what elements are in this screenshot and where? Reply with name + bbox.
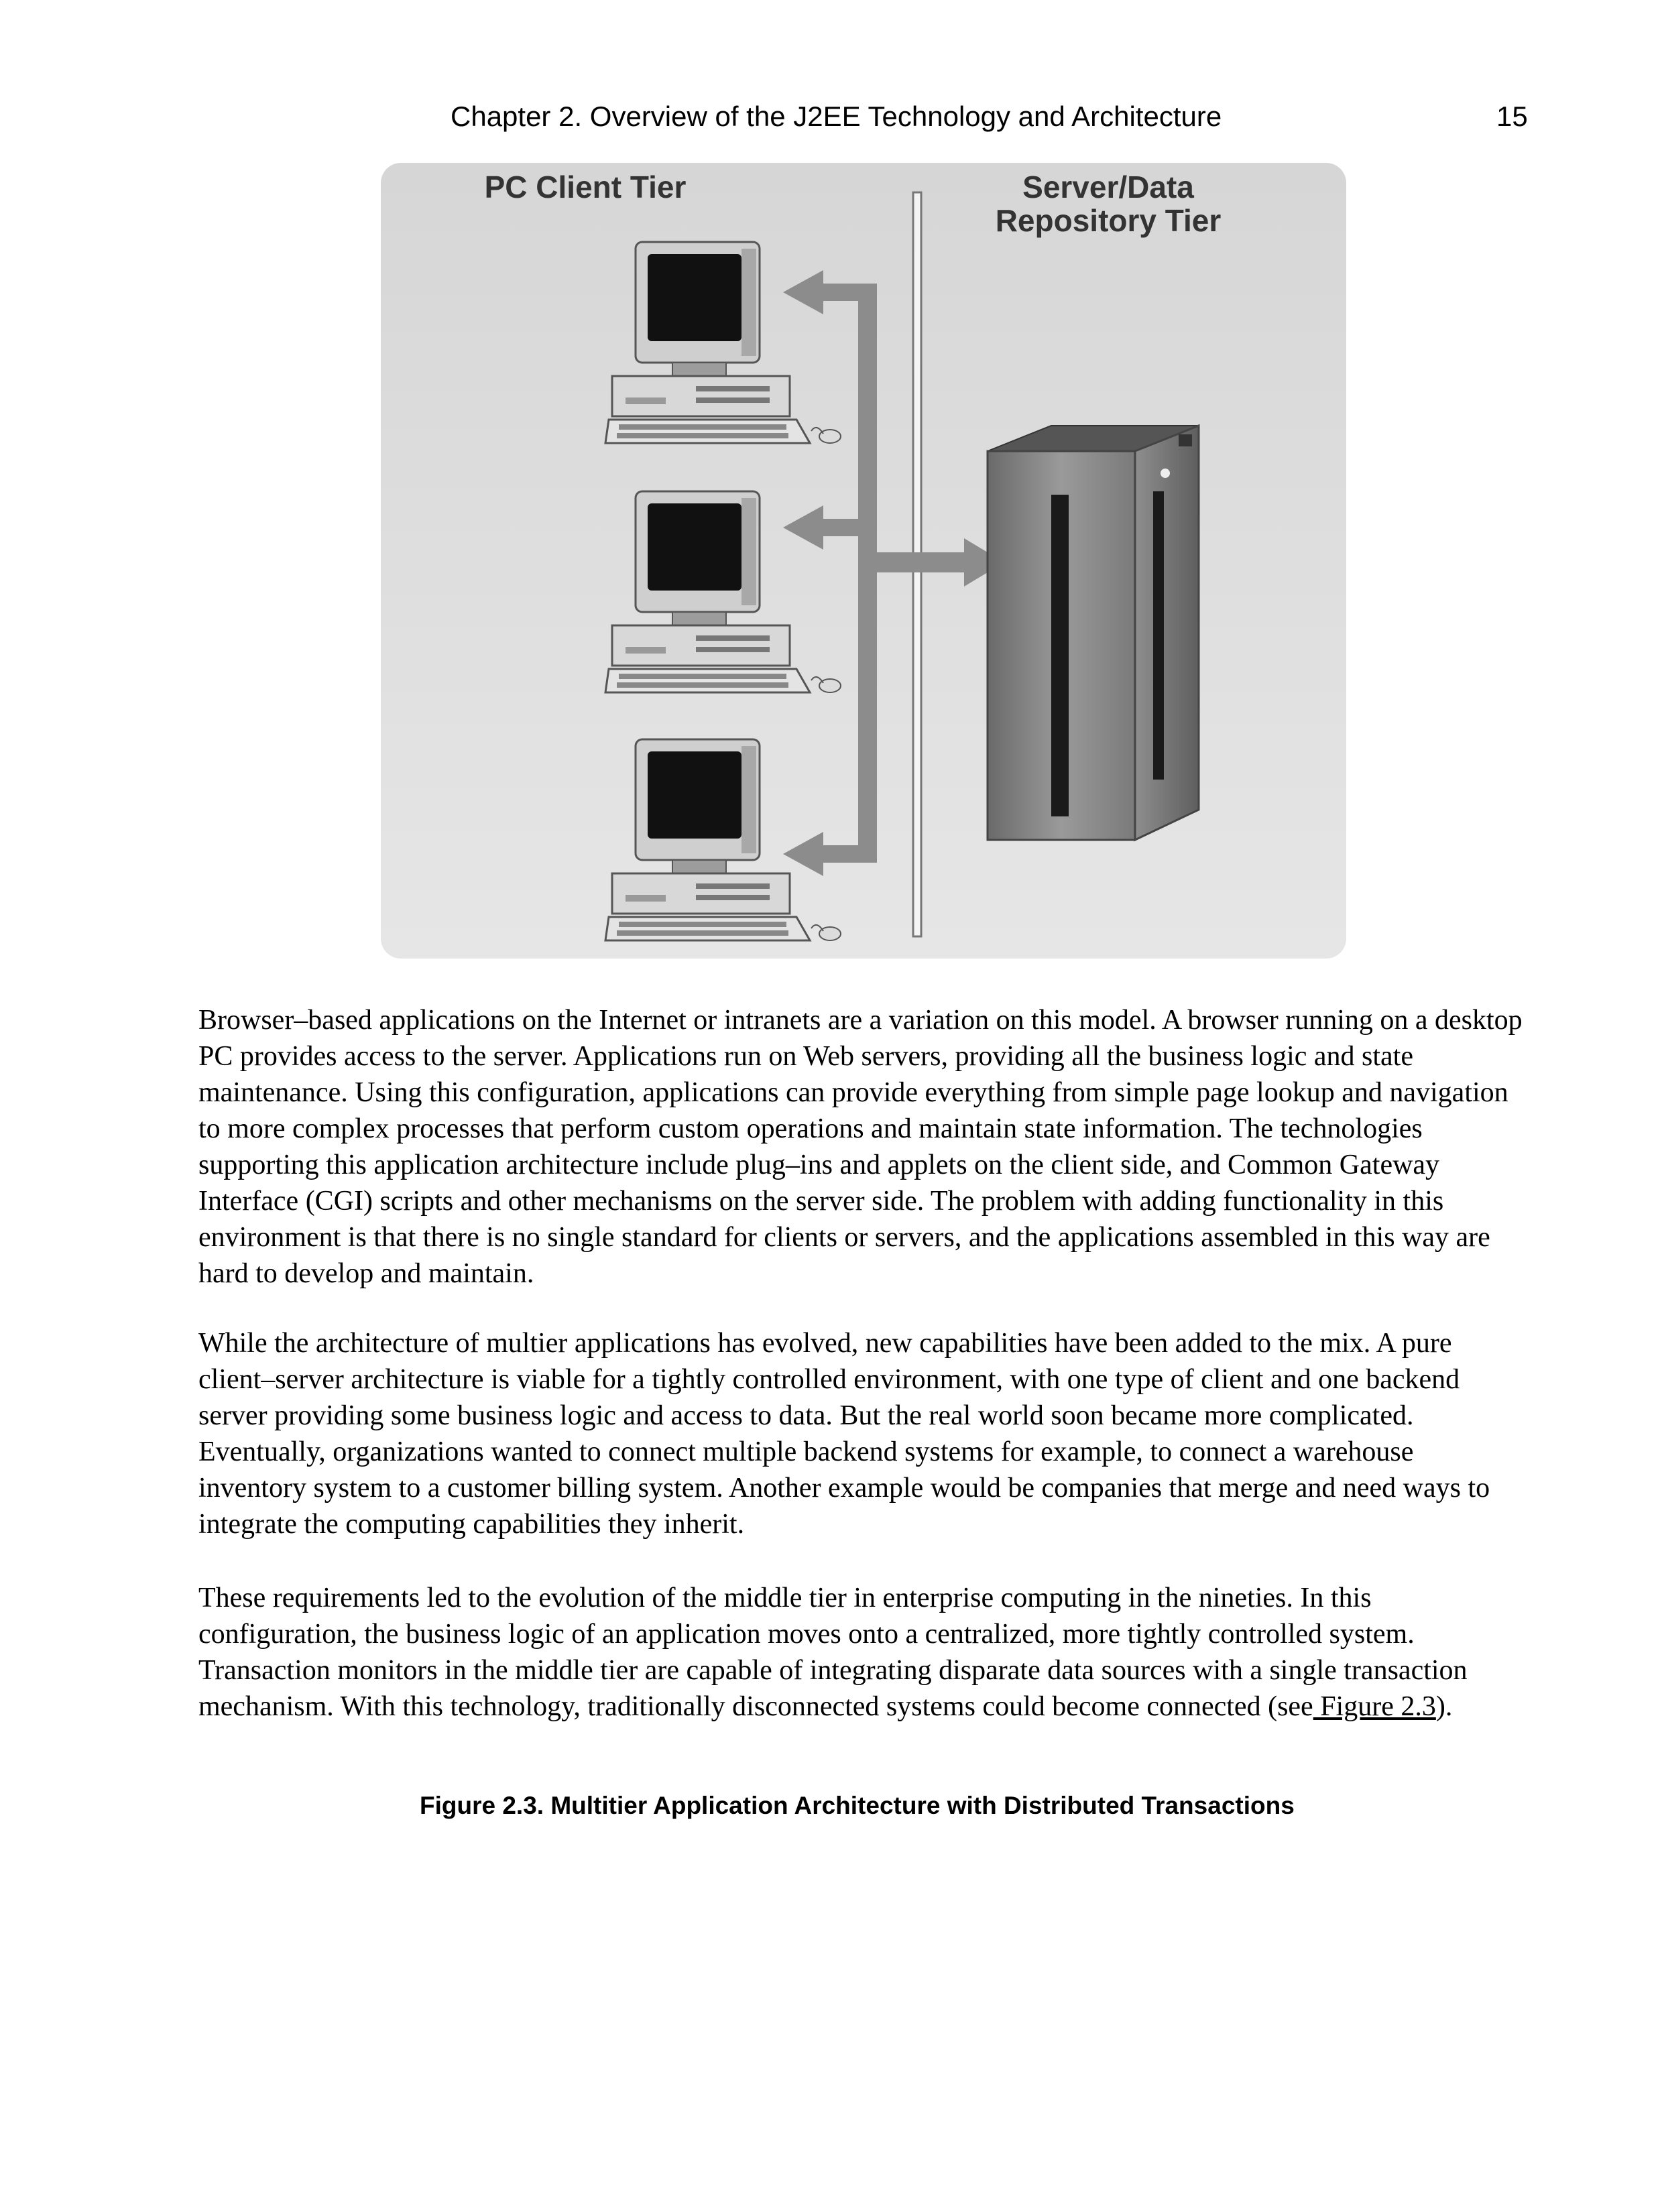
- paragraph-browser-based: Browser–based applications on the Internet or intranets are a variation on this model. A browser running on a desktop PC provides access to the server. Applications run on Web servers, providing all the business logic and state maintenance. Using this configuration, applications can provide everything from simple page lookup and navigation to more complex processes that perform custom operations and maintain state information. The technologies supporting this application architecture include plug–ins and applets on the client side, and Common Gateway Interface (CGI) scripts and other mechanisms on the server side. The problem with adding functionality in this environment is that there is no single standard for clients or servers, and the applications assembled in this way are hard to develop and maintain.: [198, 1005, 1523, 1289]
- server-tier-label-line2: Repository Tier: [995, 203, 1222, 238]
- client-server-figure: [381, 163, 1346, 959]
- server-tier-label-line1: Server/Data: [1022, 170, 1194, 204]
- server-tower: [988, 426, 1199, 840]
- paragraph-middle-tier-text: These requirements led to the evolution of the middle tier in enterprise computing in the nineties. In this configuration, the business logic of an application moves onto a centralized, more tightly controlled system. Transaction monitors in the middle tier are capable of integrating disparate data sources with a single transaction mechanism. With this technology, traditionally disconnected systems could become connected (see: [198, 1583, 1468, 1722]
- figure-2-3-link[interactable]: Figure 2.3: [1313, 1691, 1436, 1722]
- paragraph-middle-tier-end: ).: [1435, 1691, 1453, 1722]
- paragraph-multitier-evolution: While the architecture of multier applications has evolved, new capabilities have been added to the mix. A pure client–server architecture is viable for a tightly controlled environment, with one type of client and one backend server providing some business logic and access to data. But the real world soon became more complicated. Eventually, organizations wanted to connect multiple backend systems for example, to connect a warehouse inventory system to a customer billing system. Another example would be companies that merge and need ways to integrate the computing capabilities they inherit.: [198, 1328, 1490, 1540]
- pc-client-tier-label: PC Client Tier: [484, 170, 687, 204]
- page-number: 15: [1496, 101, 1528, 132]
- paragraph-middle-tier: [198, 1580, 1526, 1725]
- chapter-header: Chapter 2. Overview of the J2EE Technology and Architecture: [451, 101, 1222, 132]
- figure-caption: Figure 2.3. Multitier Application Architecture with Distributed Transactions: [420, 1792, 1295, 1819]
